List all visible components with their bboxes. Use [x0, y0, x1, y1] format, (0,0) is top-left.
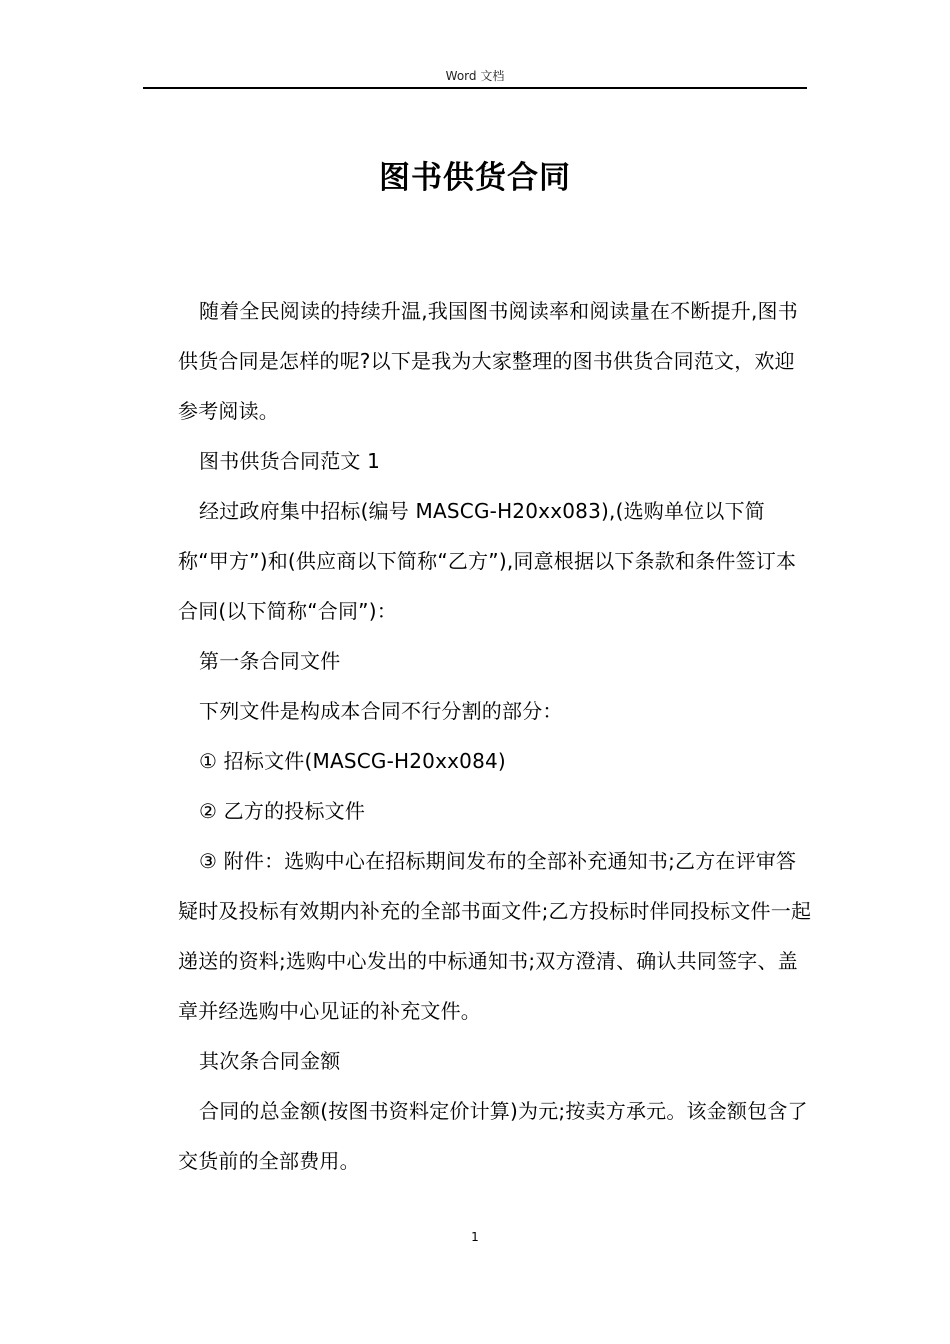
paragraph-sample-heading: 图书供货合同范文 1 [199, 449, 381, 473]
paragraph-item-2: ② 乙方的投标文件 [199, 799, 366, 823]
page-header: Word 文档 [445, 69, 505, 83]
header-divider [143, 87, 807, 89]
paragraph-article-1-intro: 下列文件是构成本合同不行分割的部分： [199, 699, 563, 723]
paragraph-article-1-heading: 第一条合同文件 [199, 649, 341, 673]
paragraph-preamble: 经过政府集中招标(编号 MASCG-H20xx083),(选购单位以下简称“甲方”)和(供应商以下简称“乙方”),同意根据以下条款和条件签订本合同(以下简称“合同”)： [178, 499, 797, 623]
page-number: 1 [471, 1230, 479, 1244]
paragraph-contract-amount: 合同的总金额(按图书资料定价计算)为元;按卖方承元。该金额包含了交货前的全部费用。 [178, 1099, 808, 1173]
paragraph-item-3: ③ 附件：选购中心在招标期间发布的全部补充通知书;乙方在评审答疑时及投标有效期内补充的全部书面文件;乙方投标时伴同投标文件一起递送的资料;选购中心发出的中标通知书;双方澄清、确认共同签字、盖章并经选购中心见证的补充文件。 [178, 849, 812, 1023]
paragraph-intro: 随着全民阅读的持续升温,我国图书阅读率和阅读量在不断提升,图书供货合同是怎样的呢?以下是我为大家整理的图书供货合同范文，欢迎参考阅读。 [178, 299, 798, 423]
paragraph-article-2-heading: 其次条合同金额 [199, 1049, 341, 1073]
paragraph-item-1: ① 招标文件(MASCG-H20xx084) [199, 749, 506, 773]
document-body [178, 286, 814, 1186]
document-title: 图书供货合同 [379, 160, 571, 196]
